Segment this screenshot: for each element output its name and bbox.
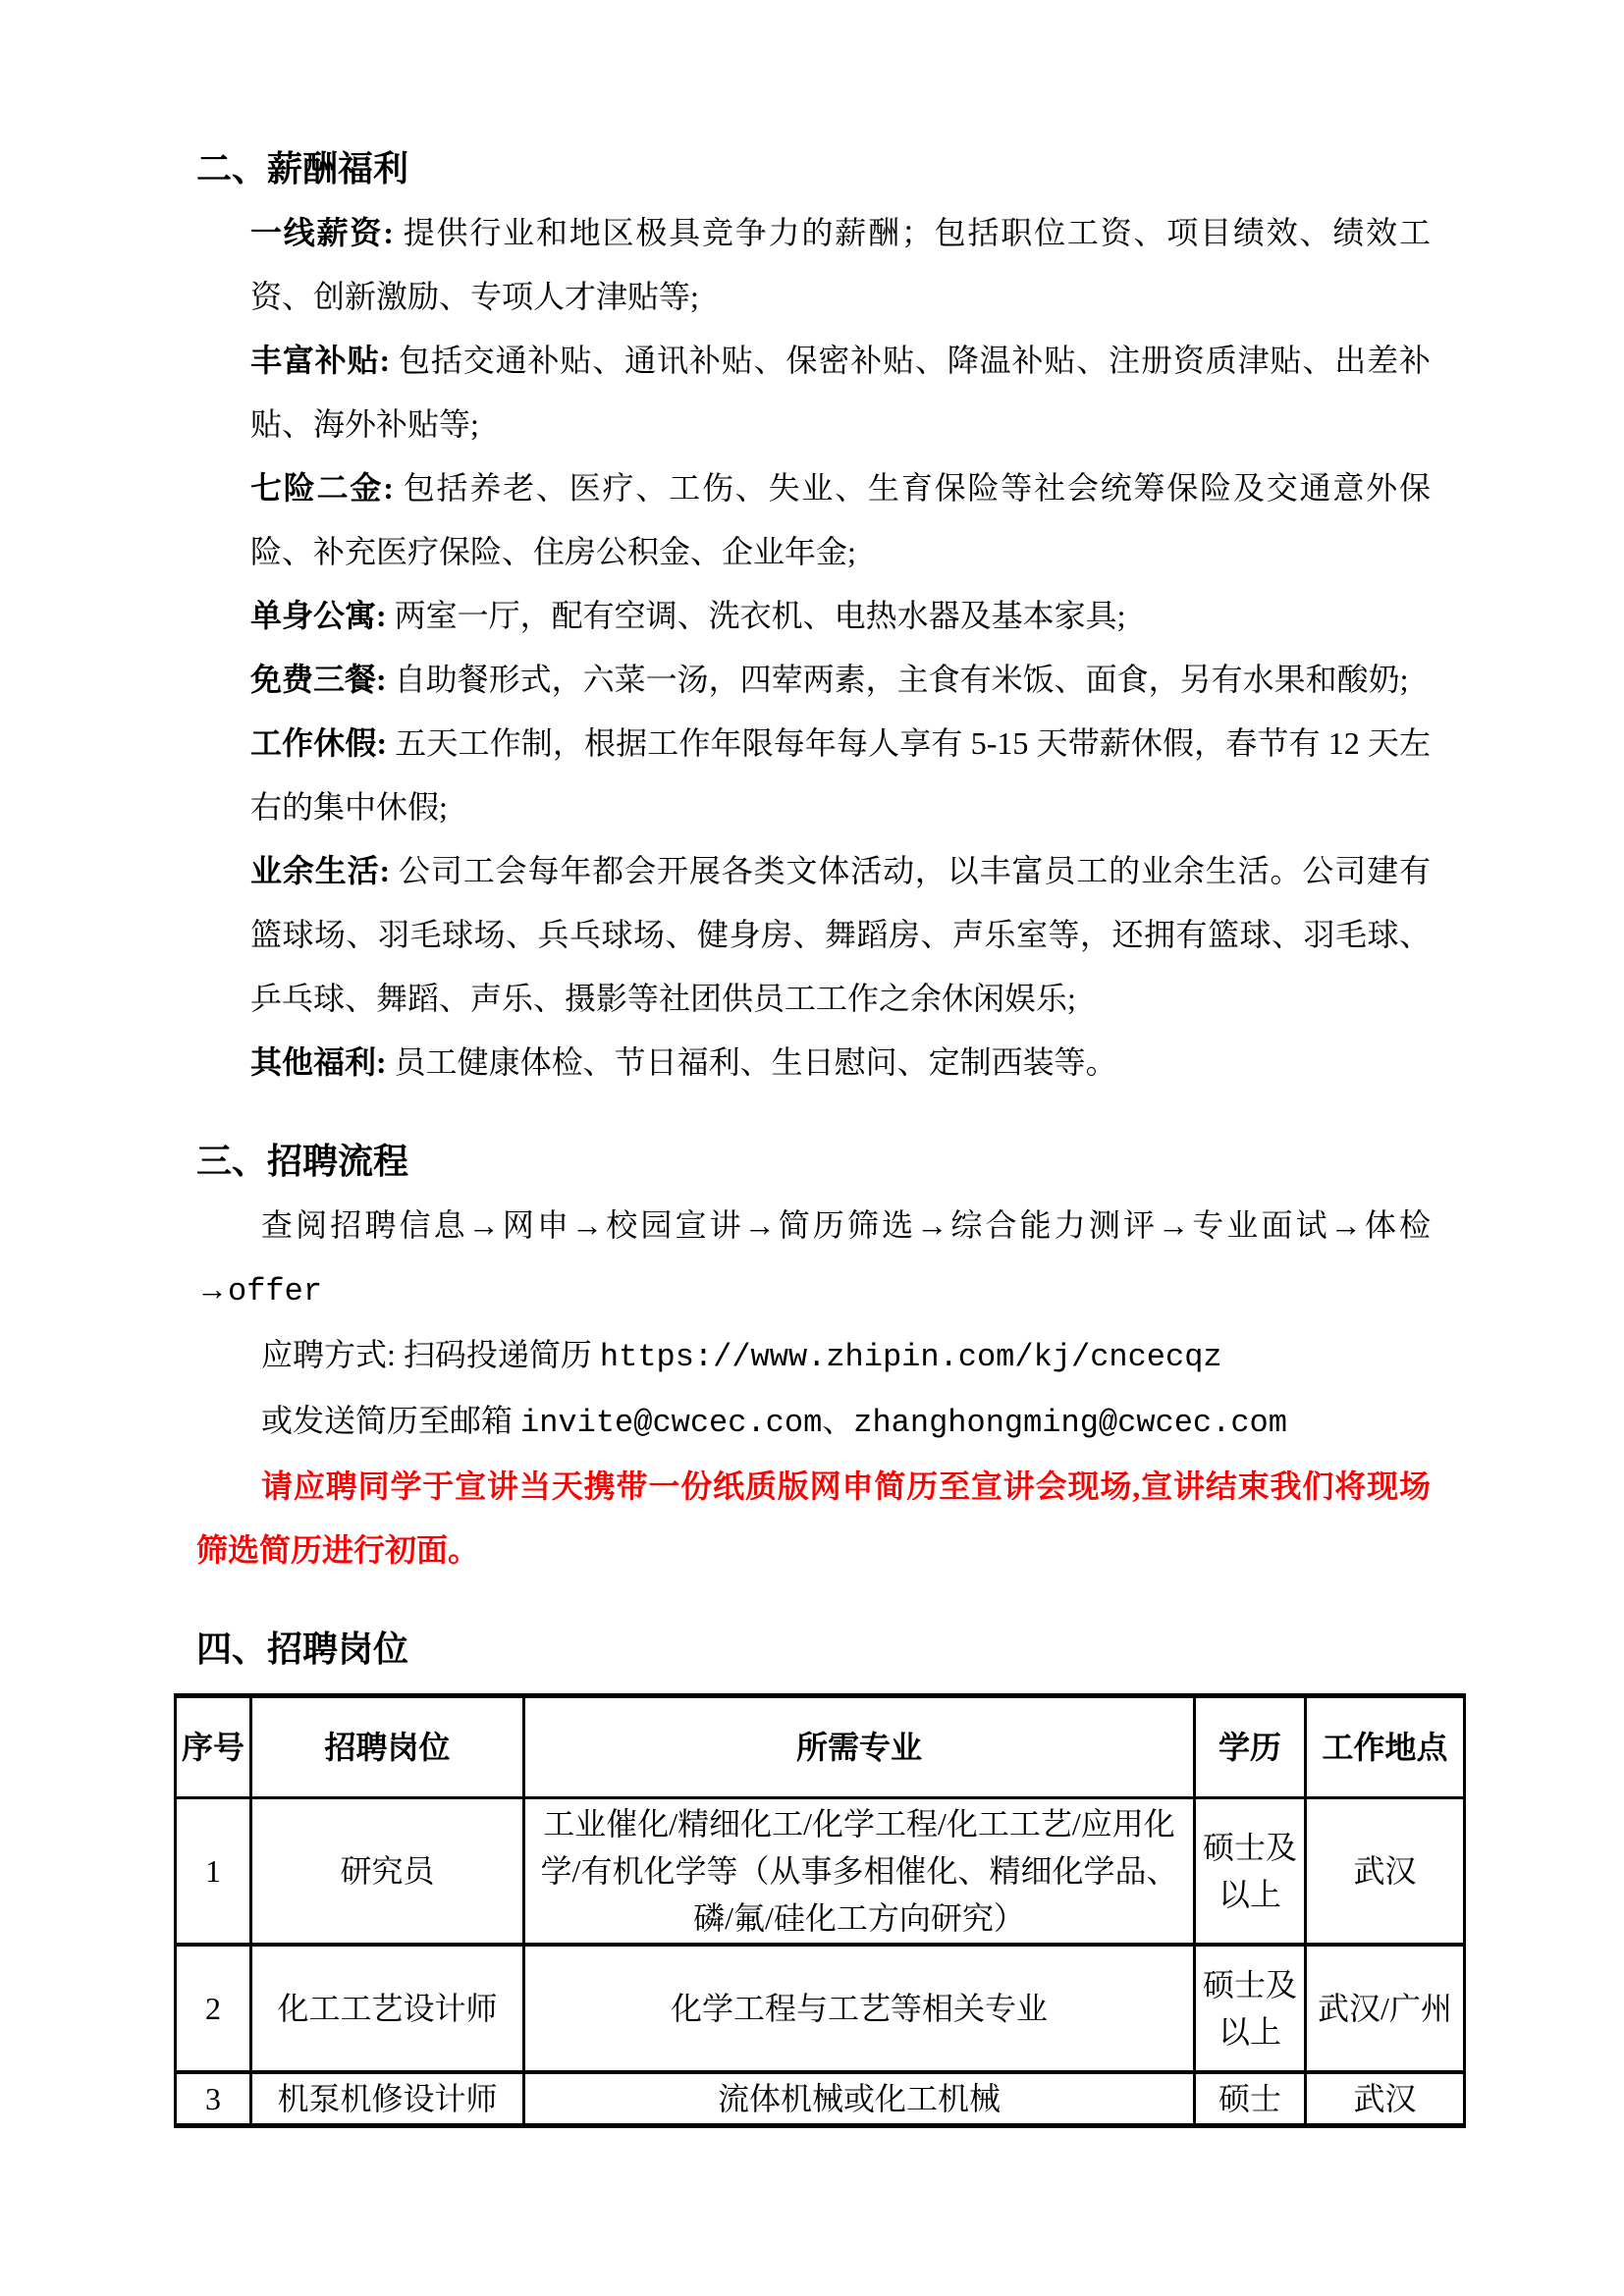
apply-email-prefix: 或发送简历至邮箱 (261, 1403, 521, 1438)
cell-position: 化工工艺设计师 (251, 1945, 524, 2072)
cell-major: 流体机械或化工机械 (524, 2072, 1195, 2126)
benefit-label: 免费三餐: (250, 662, 395, 697)
benefit-text: 五天工作制，根据工作年限每年每人享有 5-15 天带薪休假，春节有 12 天左右的集中休假; (250, 725, 1431, 825)
cell-location: 武汉 (1306, 1798, 1465, 1946)
benefit-label: 其他福利: (250, 1044, 395, 1080)
apply-url: https://www.zhipin.com/kj/cncecqz (599, 1339, 1222, 1375)
header-cell-major: 所需专业 (524, 1696, 1195, 1798)
header-cell-location: 工作地点 (1306, 1696, 1465, 1798)
table-row (176, 2072, 1465, 2126)
cell-position: 机泵机修设计师 (251, 2072, 524, 2126)
benefit-item-meals (250, 648, 1431, 712)
cell-position: 研究员 (251, 1798, 524, 1946)
benefits-list (250, 201, 1431, 1095)
header-cell-degree: 学历 (1195, 1696, 1306, 1798)
cell-degree: 硕士 (1195, 2072, 1306, 2126)
benefit-item-subsidy (250, 329, 1431, 456)
section-positions-heading: 四、招聘岗位 (196, 1629, 409, 1669)
table-row (176, 1945, 1465, 2072)
cell-location: 武汉/广州 (1306, 1945, 1465, 2072)
benefit-item-other (250, 1031, 1431, 1095)
benefit-item-apartment (250, 584, 1431, 648)
benefit-label: 工作休假: (250, 725, 396, 761)
apply-method-prefix: 应聘方式: 扫码投递简历 (261, 1337, 600, 1372)
cell-location: 武汉 (1306, 2072, 1465, 2126)
header-cell-index: 序号 (176, 1696, 251, 1798)
apply-method-line (196, 1323, 1431, 1389)
cell-index: 1 (176, 1798, 251, 1946)
cell-degree: 硕士及以上 (1195, 1945, 1306, 2072)
benefit-label: 丰富补贴: (250, 343, 400, 378)
header-cell-position: 招聘岗位 (251, 1696, 524, 1798)
cell-degree: 硕士及以上 (1195, 1798, 1306, 1946)
notice-text: 请应聘同学于宣讲当天携带一份纸质版网申简历至宣讲会现场,宣讲结束我们将现场筛选简历进行初面。 (196, 1468, 1431, 1568)
apply-emails: invite@cwcec.com、zhanghongming@cwcec.com (520, 1405, 1287, 1441)
process-flow-steps: 查阅招聘信息→网申→校园宣讲→简历筛选→综合能力测评→专业面试→体检→ (196, 1207, 1431, 1307)
benefit-text: 公司工会每年都会开展各类文体活动，以丰富员工的业余生活。公司建有篮球场、羽毛球场、兵乓球场、健身房、舞蹈房、声乐室等，还拥有篮球、羽毛球、乒乓球、舞蹈、声乐、摄影等社团供员工工作之余休闲娱乐; (250, 853, 1431, 1016)
table-row (176, 1798, 1465, 1946)
benefit-label: 七险二金: (250, 470, 404, 506)
apply-email-line (196, 1389, 1431, 1455)
benefit-label: 单身公寓: (250, 598, 395, 633)
benefit-label: 业余生活: (250, 853, 400, 888)
benefit-item-vacation (250, 712, 1431, 839)
benefit-text: 包括交通补贴、通讯补贴、保密补贴、降温补贴、注册资质津贴、出差补贴、海外补贴等; (250, 343, 1431, 442)
benefit-item-salary (250, 201, 1431, 329)
cell-index: 3 (176, 2072, 251, 2126)
table-header-row (176, 1696, 1465, 1798)
benefit-text: 提供行业和地区极具竞争力的薪酬；包括职位工资、项目绩效、绩效工资、创新激励、专项人才津贴等; (250, 215, 1431, 314)
process-flow (196, 1194, 1431, 1323)
benefit-text: 自助餐形式，六菜一汤，四荤两素，主食有米饭、面食，另有水果和酸奶; (394, 662, 1409, 697)
benefit-text: 员工健康体检、节日福利、生日慰问、定制西装等。 (394, 1044, 1117, 1080)
process-flow-result: offer (228, 1273, 323, 1309)
cell-major: 化学工程与工艺等相关专业 (524, 1945, 1195, 2072)
positions-table (174, 1693, 1466, 2128)
benefit-item-leisure (250, 839, 1431, 1031)
section-process-heading: 三、招聘流程 (196, 1142, 409, 1181)
section-benefits-heading: 二、薪酬福利 (196, 149, 409, 188)
benefit-text: 包括养老、医疗、工伤、失业、生育保险等社会统筹保险及交通意外保险、补充医疗保险、住房公积金、企业年金; (250, 470, 1431, 569)
benefit-text: 两室一厅，配有空调、洗衣机、电热水器及基本家具; (394, 598, 1126, 633)
cell-index: 2 (176, 1945, 251, 2072)
cell-major: 工业催化/精细化工/化学工程/化工工艺/应用化学/有机化学等（从事多相催化、精细化学品、磷/氟/硅化工方向研究） (524, 1798, 1195, 1946)
benefit-label: 一线薪资: (250, 215, 404, 250)
benefit-item-insurance (250, 456, 1431, 584)
